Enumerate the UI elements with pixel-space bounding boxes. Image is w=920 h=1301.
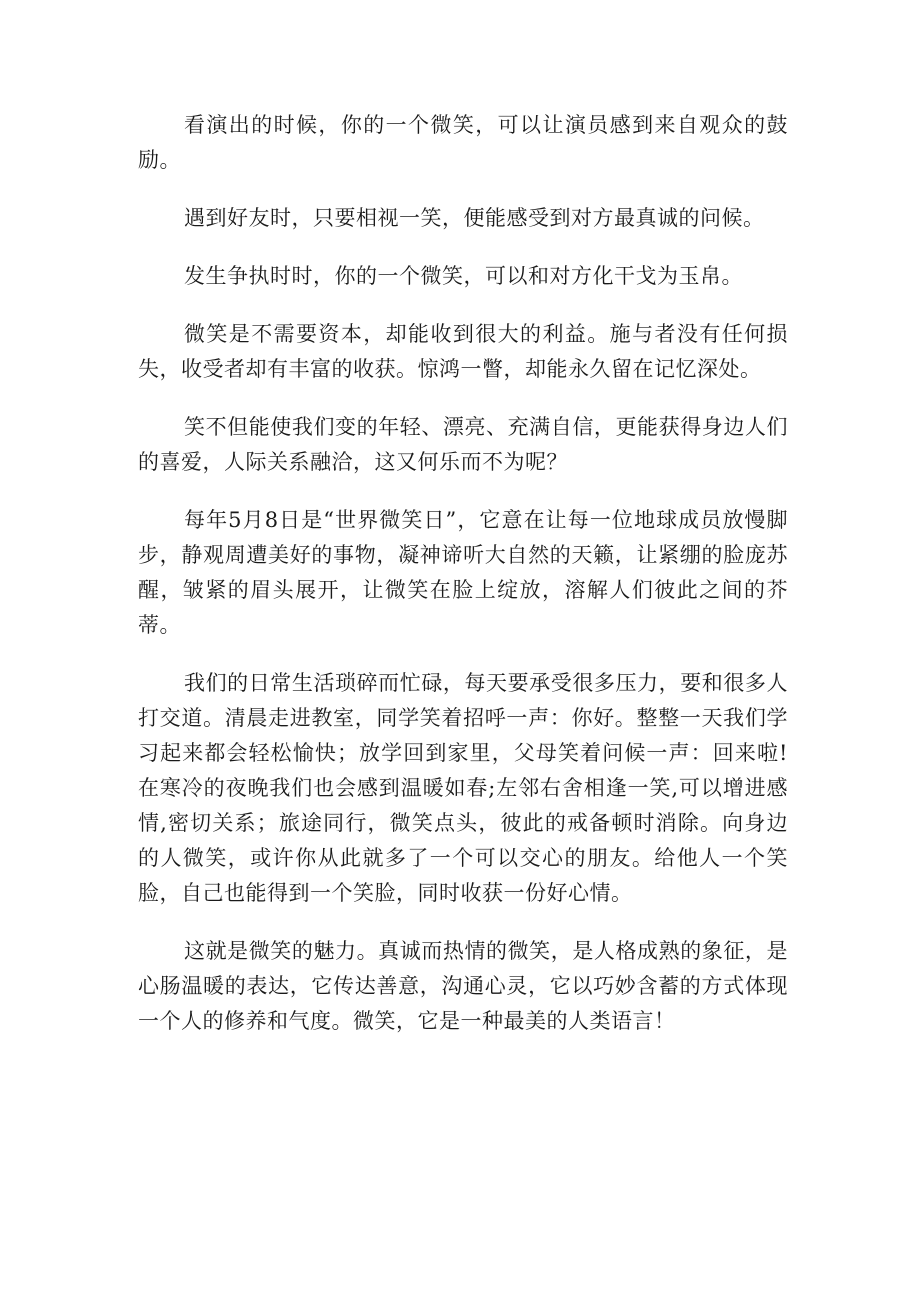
document-body bbox=[138, 108, 788, 1039]
paragraph-2: 遇到好友时，只要相视一笑，便能感受到对方最真诚的问候。 bbox=[184, 206, 765, 230]
paragraph-1: 看演出的时候，你的一个微笑，可以让演员感到来自观众的鼓励。 bbox=[138, 113, 788, 172]
paragraph-5: 笑不但能使我们变的年轻、漂亮、充满自信，更能获得身边人们的喜爱，人际关系融洽，这又何乐而不为呢？ bbox=[138, 415, 788, 474]
paragraph-3: 发生争执时时，你的一个微笑，可以和对方化干戈为玉帛。 bbox=[184, 264, 743, 288]
paragraph-8: 这就是微笑的魅力。真诚而热情的微笑，是人格成熟的象征，是心肠温暖的表达，它传达善意，沟通心灵，它以巧妙含蓄的方式体现一个人的修养和气度。微笑，它是一种最美的人类语言！ bbox=[138, 939, 788, 1033]
paragraph-6: 每年5月8日是“世界微笑日”，它意在让每一位地球成员放慢脚步，静观周遭美好的事物，凝神谛听大自然的天籁，让紧绷的脸庞苏醒，皱紧的眉头展开，让微笑在脸上绽放，溶解人们彼此之间的芥蒂。 bbox=[138, 508, 788, 637]
paragraph-4: 微笑是不需要资本，却能收到很大的利益。施与者没有任何损失，收受者却有丰富的收获。惊鸿一瞥，却能永久留在记忆深处。 bbox=[138, 322, 788, 381]
paragraph-7: 我们的日常生活琐碎而忙碌，每天要承受很多压力，要和很多人打交道。清晨走进教室，同学笑着招呼一声：你好。整整一天我们学习起来都会轻松愉快；放学回到家里，父母笑着问候一声：回来啦!在寒冷的夜晚我们也会感到温暖如春;左邻右舍相逢一笑,可以增进感情,密切关系；旅途同行，微笑点头，彼此的戒备顿时消除。向身边的人微笑，或许你从此就多了一个可以交心的朋友。给他人一个笑脸，自己也能得到一个笑脸，同时收获一份好心情。 bbox=[138, 671, 788, 905]
